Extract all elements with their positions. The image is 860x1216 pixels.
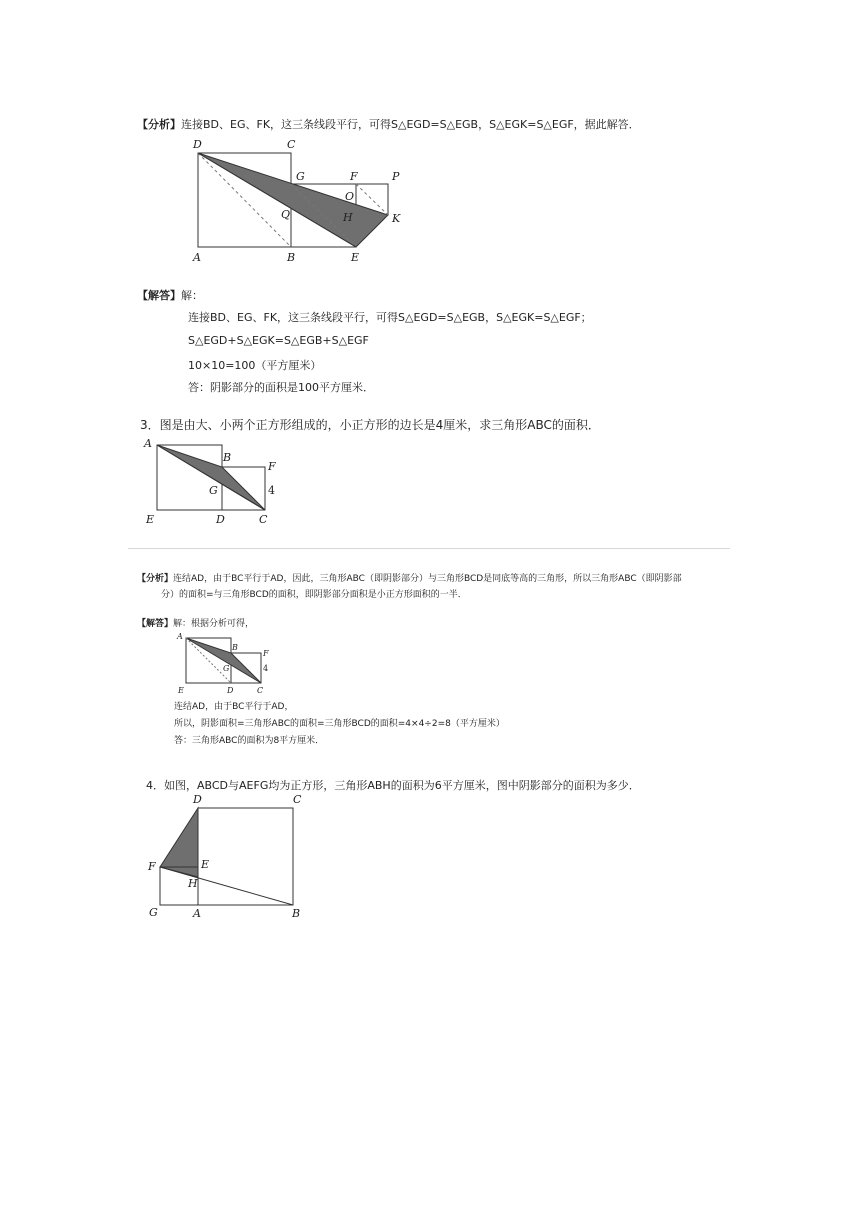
answer-tag: 【解答】 (137, 619, 174, 629)
label-B: B (292, 907, 301, 920)
answer-line: 连结AD，由于BC平行于AD， (174, 702, 294, 712)
answer-line: 10×10=100（平方厘米） (188, 359, 322, 372)
label-G: G (209, 484, 218, 497)
label-A: A (193, 251, 201, 264)
label-O: O (345, 190, 355, 203)
label-E: E (178, 686, 184, 695)
label-4: 4 (268, 484, 275, 497)
question-p4: 4．如图，ABCD与AEFG均为正方形，三角形ABH的面积为6平方厘米，图中阴影部分的面积为多少． (146, 779, 640, 792)
question-p3: 3．图是由大、小两个正方形组成的，小正方形的边长是4厘米，求三角形ABC的面积． (140, 418, 600, 432)
label-C: C (293, 793, 302, 806)
label-H: H (188, 877, 198, 890)
label-P: P (392, 170, 400, 183)
answer-line: S△EGD+S△EGK=S△EGB+S△EGF (188, 334, 369, 347)
label-C: C (257, 686, 264, 695)
label-D: D (193, 138, 202, 151)
label-E: E (146, 513, 155, 526)
answer-tag: 【解答】 (137, 289, 181, 302)
label-B: B (223, 451, 232, 464)
label-D: D (216, 513, 225, 526)
label-K: K (392, 212, 401, 225)
label-A: A (193, 907, 201, 920)
analysis-line-p3-2: 分）的面积=与三角形BCD的面积，即阴影部分面积是小正方形面积的一半． (161, 590, 467, 600)
answer-head: 解： (181, 289, 203, 302)
label-G: G (149, 906, 158, 919)
label-D: D (193, 793, 202, 806)
label-A: A (144, 437, 152, 450)
analysis-text: 连结AD，由于BC平行于AD，因此，三角形ABC（即阴影部分）与三角形BCD是同底等高的三角形，所以三角形ABC（即阴影部 (173, 574, 682, 584)
label-Q: Q (281, 208, 291, 221)
analysis-tag: 【分析】 (137, 118, 181, 131)
label-E: E (351, 251, 360, 264)
answer-head: 解：根据分析可得， (173, 619, 255, 629)
shaded-region (160, 808, 198, 867)
square-abcd (198, 808, 293, 905)
analysis-tag: 【分析】 (137, 574, 174, 584)
label-E: E (201, 858, 210, 871)
label-D: D (227, 686, 234, 695)
label-G: G (223, 664, 230, 673)
label-F: F (350, 170, 358, 183)
answer-line: 答：三角形ABC的面积为8平方厘米． (174, 736, 325, 746)
label-F: F (148, 860, 156, 873)
label-B: B (232, 643, 238, 652)
label-C: C (287, 138, 296, 151)
label-F: F (268, 460, 276, 473)
answer-line: 答：阴影部分的面积是100平方厘米． (188, 381, 374, 394)
label-H: H (343, 211, 353, 224)
label-A: A (177, 632, 183, 641)
label-B: B (287, 251, 296, 264)
label-4: 4 (263, 664, 269, 673)
answer-line: 所以，阴影面积=三角形ABC的面积=三角形BCD的面积=4×4÷2=8（平方厘米） (174, 719, 505, 729)
label-G: G (296, 170, 305, 183)
label-F: F (263, 649, 269, 658)
line-fb (160, 867, 293, 905)
answer-line: 连接BD、EG、FK，这三条线段平行，可得S△EGD=S△EGB，S△EGK=S△EGF； (188, 311, 592, 324)
analysis-text: 连接BD、EG、FK，这三条线段平行，可得S△EGD=S△EGB，S△EGK=S△EGF，据此解答． (181, 118, 640, 131)
label-C: C (259, 513, 268, 526)
